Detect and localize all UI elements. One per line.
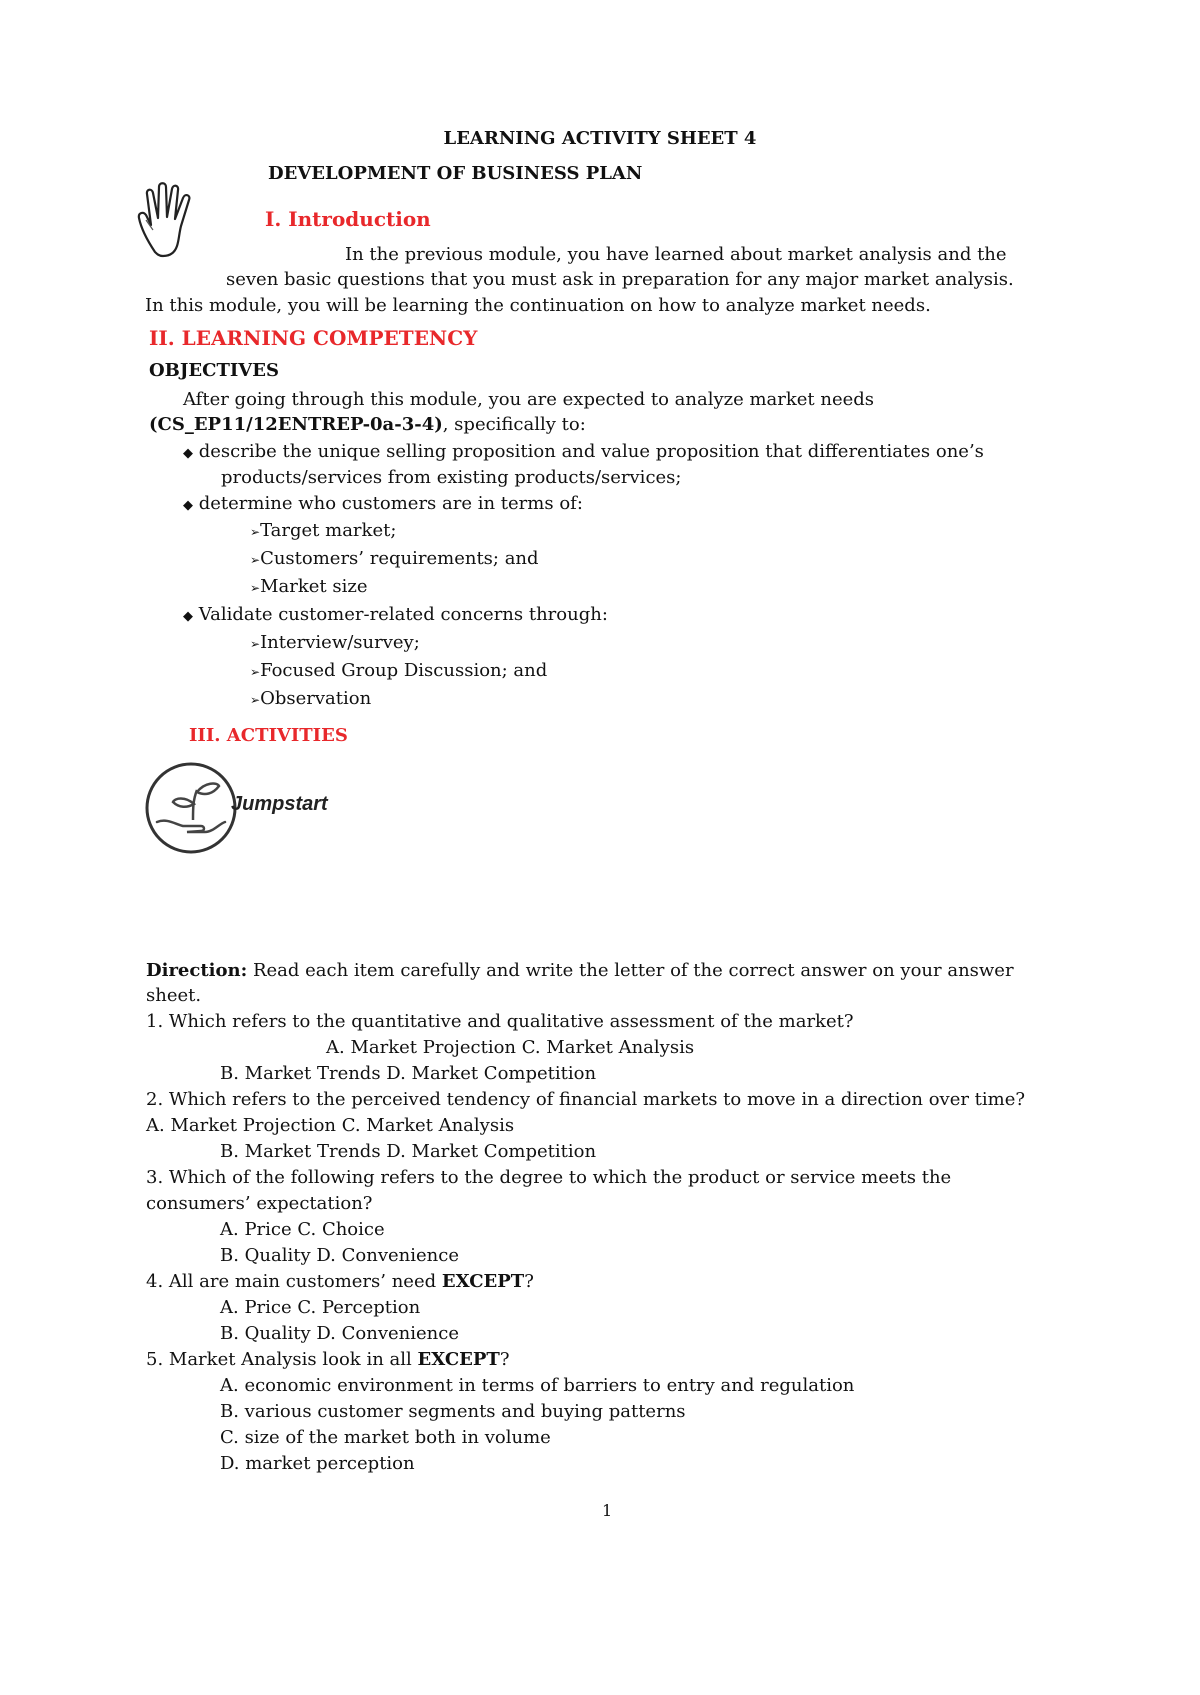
competency-code-rest: , specifically to: (442, 414, 586, 435)
competency-code: (CS_EP11/12ENTREP-0a-3-4) (149, 414, 443, 435)
list-item: ➢Customers’ requirements; and (250, 548, 539, 569)
intro-line-1: In the previous module, you have learned about market analysis and the (345, 244, 1007, 265)
diamond-bullet-icon: ◆ (183, 446, 193, 461)
sheet-subtitle: DEVELOPMENT OF BUSINESS PLAN (268, 163, 643, 184)
raised-hand-icon (133, 180, 205, 260)
question-1-options-b: B. Market Trends D. Market Competition (220, 1063, 597, 1084)
direction-line (146, 959, 1014, 983)
question-5-option-d: D. market perception (220, 1453, 415, 1474)
arrow-bullet-icon: ➢ (250, 525, 261, 539)
intro-line-2: seven basic questions that you must ask in preparation for any major market analysis. (226, 269, 1014, 290)
question-2-options-a: A. Market Projection C. Market Analysis (146, 1115, 515, 1136)
plant-in-hand-icon (143, 760, 239, 856)
page-number: 1 (602, 1501, 613, 1520)
list-item: ➢Target market; (250, 520, 397, 541)
introduction-heading: I. Introduction (265, 207, 431, 231)
jumpstart-logo (143, 758, 373, 858)
objectives-line-1: After going through this module, you are expected to analyze market needs (183, 389, 875, 410)
diamond-bullet-icon: ◆ (183, 609, 193, 624)
list-item: ◆ determine who customers are in terms of: (183, 493, 583, 514)
question-2-options-b: B. Market Trends D. Market Competition (220, 1141, 597, 1162)
question-4-options-a: A. Price C. Perception (220, 1297, 421, 1318)
activities-heading: III. ACTIVITIES (189, 725, 348, 746)
question-3-options-a: A. Price C. Choice (220, 1219, 385, 1240)
intro-line-3: In this module, you will be learning the continuation on how to analyze market needs. (145, 295, 931, 316)
sheet-title: LEARNING ACTIVITY SHEET 4 (443, 128, 757, 149)
question-1-options-a: A. Market Projection C. Market Analysis (326, 1037, 695, 1058)
question-3-cont: consumers’ expectation? (146, 1193, 373, 1214)
diamond-bullet-icon: ◆ (183, 498, 193, 513)
list-item: ◆ describe the unique selling proposition and value proposition that differentiates one’s (183, 441, 984, 462)
question-5-option-b: B. various customer segments and buying patterns (220, 1401, 686, 1422)
arrow-bullet-icon: ➢ (250, 665, 261, 679)
direction-text-2: sheet. (146, 985, 202, 1006)
direction-text: Read each item carefully and write the letter of the correct answer on your answer (247, 960, 1014, 981)
question-5-option-a: A. economic environment in terms of barriers to entry and regulation (220, 1375, 855, 1396)
jumpstart-label: Jumpstart (231, 793, 328, 815)
question-5-option-c: C. size of the market both in volume (220, 1427, 551, 1448)
objectives-label: OBJECTIVES (149, 360, 279, 381)
list-item: ➢Market size (250, 576, 368, 597)
list-item: ◆ Validate customer-related concerns through: (183, 604, 608, 625)
list-item: ➢Observation (250, 688, 372, 709)
arrow-bullet-icon: ➢ (250, 693, 261, 707)
arrow-bullet-icon: ➢ (250, 581, 261, 595)
question-5: 5. Market Analysis look in all EXCEPT? (146, 1349, 510, 1370)
list-item: ➢Focused Group Discussion; and (250, 660, 548, 681)
direction-label: Direction: (146, 960, 248, 981)
question-1: 1. Which refers to the quantitative and qualitative assessment of the market? (146, 1011, 854, 1032)
question-3: 3. Which of the following refers to the degree to which the product or service meets the (146, 1167, 952, 1188)
competency-heading: II. LEARNING COMPETENCY (149, 326, 478, 350)
question-2: 2. Which refers to the perceived tendency of financial markets to move in a direction over time? (146, 1089, 1026, 1110)
question-4-options-b: B. Quality D. Convenience (220, 1323, 459, 1344)
question-4: 4. All are main customers’ need EXCEPT? (146, 1271, 534, 1292)
arrow-bullet-icon: ➢ (250, 637, 261, 651)
list-item: ➢Interview/survey; (250, 632, 420, 653)
objectives-code-line (149, 413, 586, 437)
list-item: products/services from existing products/services; (221, 467, 682, 488)
question-3-options-b: B. Quality D. Convenience (220, 1245, 459, 1266)
arrow-bullet-icon: ➢ (250, 553, 261, 567)
